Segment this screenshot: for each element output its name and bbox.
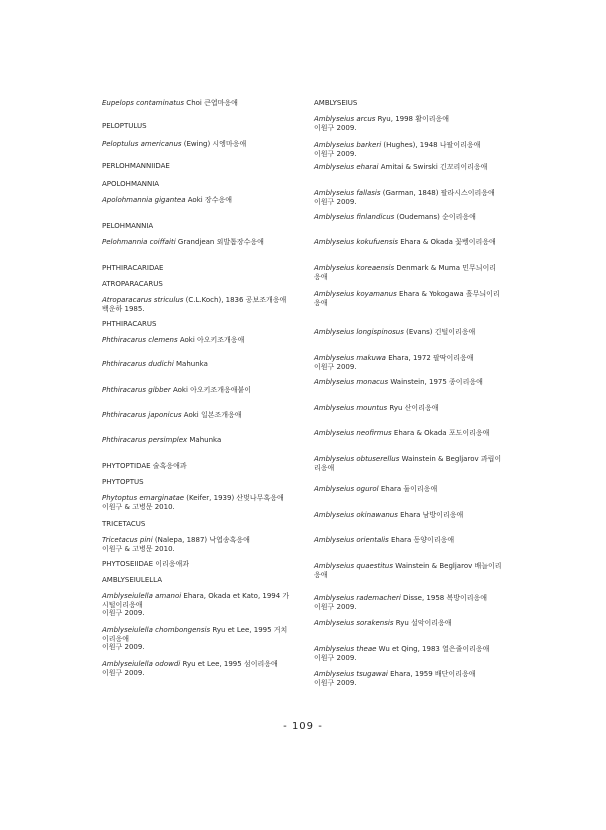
entry-continuation: 이원구 2009. (102, 643, 145, 652)
entry-line (102, 222, 153, 231)
species-authority: (C.L.Koch), 1836 공보조개응애 (183, 296, 287, 304)
heading-text: PHTHIRACARIDAE (102, 264, 164, 272)
species-name: Amblyseius okinawanus (314, 511, 398, 519)
species-name: Amblyseius koyamanus (314, 290, 397, 298)
species-authority: (Keifer, 1939) 산벚나무혹응애 (184, 494, 284, 502)
entry-continuation: 이원구 & 고병문 2010. (102, 544, 175, 553)
species-entry (314, 562, 502, 579)
species-name: Amblyseius monacus (314, 378, 389, 386)
entry-continuation: 응애 (314, 298, 328, 307)
species-entry (314, 536, 454, 545)
species-entry (102, 140, 246, 149)
entry-line (102, 436, 221, 445)
species-authority: (Evans) 긴털이리응애 (403, 328, 476, 336)
species-authority: Ryu et Lee, 1995 거치 (210, 626, 288, 634)
taxon-heading (102, 222, 153, 231)
species-authority: Ehara & Okada 꽃벵이리응애 (398, 238, 496, 246)
entry-line (102, 478, 144, 487)
entry-line (314, 213, 476, 222)
entry-continuation: 이원구 2009. (102, 668, 145, 677)
species-authority: Aoki 장수응애 (185, 196, 232, 204)
taxon-heading (102, 560, 189, 569)
page-number: - 109 - (283, 721, 323, 732)
species-entry (314, 670, 475, 687)
heading-text: AMBLYSEIUS (314, 99, 358, 107)
entry-line (102, 99, 238, 108)
species-authority: Disse, 1958 복방이리응애 (400, 594, 488, 602)
entry-line (102, 162, 170, 171)
entry-line (314, 485, 437, 494)
species-authority: Ehara 둘이리응애 (378, 485, 438, 493)
species-name: Peloptulus americanus (102, 140, 182, 148)
entry-line (314, 141, 480, 150)
entry-line (102, 626, 287, 635)
entry-continuation: 이원구 2009. (314, 149, 357, 158)
species-entry (102, 386, 251, 395)
entry-line (314, 536, 454, 545)
species-entry (314, 511, 463, 520)
species-authority: (Nalepa, 1887) 낙엽송혹응애 (152, 536, 250, 544)
taxon-heading (102, 162, 170, 171)
entry-continuation: 이리응애 (102, 634, 130, 643)
species-authority: Ehara, Okada et Kato, 1994 가 (181, 592, 290, 600)
entry-continuation: 응애 (314, 570, 328, 579)
entry-continuation: 이원구 2009. (314, 123, 357, 132)
species-name: Amblyseius orientalis (314, 536, 389, 544)
entry-continuation: 이원구 & 고병문 2010. (102, 502, 175, 511)
species-name: Amblyseius eharai (314, 163, 379, 171)
entry-line (314, 189, 495, 198)
species-authority: Ryu 설악이리응애 (393, 619, 452, 627)
species-authority: Aoki 아오키조개응애 (177, 336, 245, 344)
entry-line (314, 238, 496, 247)
species-entry (102, 436, 221, 445)
species-name: Amblyseius quaestitus (314, 562, 393, 570)
entry-line (102, 140, 246, 149)
species-name: Amblyseius koreaensis (314, 264, 395, 272)
entry-line (102, 360, 208, 369)
heading-text: PHYTOPTIDAE 술혹응애과 (102, 462, 187, 470)
species-name: Amblyseius neofirmus (314, 429, 392, 437)
entry-continuation: 리응애 (314, 463, 335, 472)
heading-text: APOLOHMANNIA (102, 180, 160, 188)
species-authority: Ehara & Okada 포도이리응애 (391, 429, 490, 437)
entry-line (102, 494, 284, 503)
species-authority: Mahunka (187, 436, 222, 444)
entry-line (314, 264, 496, 273)
entry-continuation: 이원구 2009. (314, 362, 357, 371)
entry-line (102, 296, 286, 305)
entry-continuation: 이원구 2009. (102, 609, 145, 618)
entry-line (314, 645, 489, 654)
species-authority: Wainstein, 1975 종이리응애 (388, 378, 483, 386)
species-name: Pelohmannia coiffaiti (102, 238, 176, 246)
species-entry (314, 485, 437, 494)
species-entry (102, 196, 232, 205)
species-authority: Ehara, 1972 팔딱이리응애 (385, 354, 474, 362)
species-authority: Grandjean 외발톱장수응애 (175, 238, 264, 246)
species-entry (314, 404, 438, 413)
heading-text: PHYTOPTUS (102, 478, 144, 486)
taxon-heading (102, 462, 187, 471)
species-name: Amblyseius rademacheri (314, 594, 401, 602)
species-authority: Denmark & Muma 민무늬이리 (394, 264, 497, 272)
species-authority: Choi 큰엽마응애 (184, 99, 238, 107)
species-entry (102, 99, 238, 108)
species-authority: Ehara 동양이리응애 (388, 536, 455, 544)
species-authority: (Ewing) 시엥마응애 (181, 140, 247, 148)
species-authority: Ehara 남방이리응애 (397, 511, 464, 519)
species-entry (314, 429, 489, 438)
species-authority: Aoki 일본조개응애 (181, 411, 242, 419)
species-name: Atroparacarus striculus (102, 296, 184, 304)
species-name: Phthiracarus gibber (102, 386, 171, 394)
species-entry (102, 360, 208, 369)
entry-line (102, 264, 163, 273)
entry-line (314, 594, 487, 603)
species-authority: Amitai & Swirski 긴꼬리이리응애 (378, 163, 488, 171)
species-name: Amblyseius mountus (314, 404, 388, 412)
species-name: Amblyseius tsugawai (314, 670, 388, 678)
entry-line (102, 560, 189, 569)
entry-line (314, 670, 475, 679)
species-entry (102, 494, 284, 511)
species-entry (314, 354, 474, 371)
entry-line (314, 163, 487, 172)
species-name: Amblyseius theae (314, 645, 377, 653)
species-entry (314, 455, 501, 472)
entry-line (314, 99, 357, 108)
species-entry (314, 238, 496, 247)
species-entry (314, 378, 483, 387)
species-entry (102, 592, 289, 618)
entry-line (102, 196, 232, 205)
entry-line (102, 411, 242, 420)
species-authority: Ryu, 1998 활이리응애 (375, 115, 450, 123)
species-name: Tricetacus pini (102, 536, 153, 544)
species-name: Amblyseius obtuserellus (314, 455, 400, 463)
species-name: Phthiracarus japonicus (102, 411, 182, 419)
taxon-heading (102, 320, 156, 329)
species-entry (102, 626, 287, 652)
entry-continuation: 응애 (314, 272, 328, 281)
species-authority: Ryu et Lee, 1995 섬이리응애 (180, 660, 278, 668)
species-authority: Wainstein & Begljarov 과립이 (399, 455, 502, 463)
species-name: Amblyseius makuwa (314, 354, 386, 362)
entry-line (102, 576, 162, 585)
entry-continuation: 이원구 2009. (314, 678, 357, 687)
entry-continuation: 시털이리응애 (102, 600, 143, 609)
entry-line (314, 290, 500, 299)
taxon-heading (102, 478, 144, 487)
species-entry (102, 238, 264, 247)
species-entry (314, 328, 475, 337)
species-authority: Ehara, 1959 배단이리응애 (387, 670, 476, 678)
species-entry (314, 115, 449, 132)
entry-line (102, 122, 147, 131)
species-entry (314, 619, 452, 628)
entry-line (314, 562, 502, 571)
entry-line (102, 320, 156, 329)
entry-line (314, 455, 501, 464)
heading-text: ATROPARACARUS (102, 280, 163, 288)
species-authority: Ehara & Yokogawa 흘무늬이리 (396, 290, 500, 298)
entry-line (102, 660, 278, 669)
entry-line (314, 378, 483, 387)
heading-text: PERLOHMANNIIDAE (102, 162, 170, 170)
species-entry (314, 594, 487, 611)
species-name: Apolohmannia gigantea (102, 196, 186, 204)
entry-line (102, 386, 251, 395)
taxon-heading (102, 520, 145, 529)
entry-line (314, 328, 475, 337)
species-entry (314, 141, 480, 158)
species-authority: Wainstein & Begljarov 배늘이리 (393, 562, 502, 570)
species-authority: (Garman, 1848) 팔라시스이리응애 (380, 189, 495, 197)
heading-text: PHYTOSEIIDAE 이리응애과 (102, 560, 190, 568)
entry-line (102, 592, 289, 601)
species-entry (102, 411, 242, 420)
entry-line (314, 354, 474, 363)
taxon-heading (102, 122, 147, 131)
entry-continuation: 이원구 2009. (314, 653, 357, 662)
species-entry (102, 536, 250, 553)
species-authority: Mahunka (173, 360, 208, 368)
species-authority: Ryu 산이리응애 (387, 404, 439, 412)
species-entry (314, 264, 496, 281)
entry-line (102, 180, 159, 189)
entry-line (314, 404, 438, 413)
species-name: Phthiracarus clemens (102, 336, 178, 344)
species-name: Amblyseius longispinosus (314, 328, 404, 336)
species-entry (102, 660, 278, 677)
taxon-heading (102, 264, 163, 273)
heading-text: PHTHIRACARUS (102, 320, 157, 328)
species-name: Amblyseius arcus (314, 115, 376, 123)
taxon-heading (102, 576, 162, 585)
species-name: Amblyseiulella odowdi (102, 660, 181, 668)
species-name: Phytoptus emarginatae (102, 494, 185, 502)
species-authority: (Hughes), 1948 나팔이리응애 (381, 141, 481, 149)
entry-line (314, 619, 452, 628)
species-name: Amblyseius finlandicus (314, 213, 395, 221)
species-entry (314, 189, 495, 206)
species-name: Amblyseiulella chombongensis (102, 626, 211, 634)
species-authority: (Oudemans) 순이리응애 (394, 213, 476, 221)
entry-line (314, 429, 489, 438)
species-entry (314, 163, 487, 172)
entry-line (314, 115, 449, 124)
species-entry (102, 296, 286, 313)
species-name: Amblyseius fallasis (314, 189, 381, 197)
taxon-heading (102, 180, 159, 189)
entry-line (102, 280, 163, 289)
taxon-heading (102, 280, 163, 289)
species-name: Amblyseius ogurol (314, 485, 379, 493)
species-entry (314, 645, 489, 662)
entry-line (102, 462, 187, 471)
species-name: Amblyseius barkeri (314, 141, 382, 149)
entry-line (102, 238, 264, 247)
entry-line (102, 336, 244, 345)
species-name: Phthiracarus persimplex (102, 436, 188, 444)
entry-line (102, 520, 145, 529)
species-name: Phthiracarus dudichi (102, 360, 174, 368)
species-authority: Wu et Qing, 1983 열은줄이리응애 (376, 645, 490, 653)
species-name: Amblyseius sorakensis (314, 619, 394, 627)
species-authority: Aoki 아오키조개응애붙이 (170, 386, 252, 394)
entry-continuation: 이원구 2009. (314, 197, 357, 206)
entry-line (314, 511, 463, 520)
species-entry (314, 290, 500, 307)
heading-text: TRICETACUS (102, 520, 146, 528)
species-name: Amblyseiulella amanoi (102, 592, 182, 600)
species-entry (102, 336, 244, 345)
heading-text: AMBLYSEIULELLA (102, 576, 163, 584)
entry-continuation: 이원구 2009. (314, 602, 357, 611)
species-name: Eupelops contaminatus (102, 99, 185, 107)
species-name: Amblyseius kokufuensis (314, 238, 399, 246)
entry-line (102, 536, 250, 545)
taxon-heading (314, 99, 357, 108)
heading-text: PELOPTULUS (102, 122, 147, 130)
species-entry (314, 213, 476, 222)
heading-text: PELOHMANNIA (102, 222, 154, 230)
entry-continuation: 백운하 1985. (102, 304, 145, 313)
